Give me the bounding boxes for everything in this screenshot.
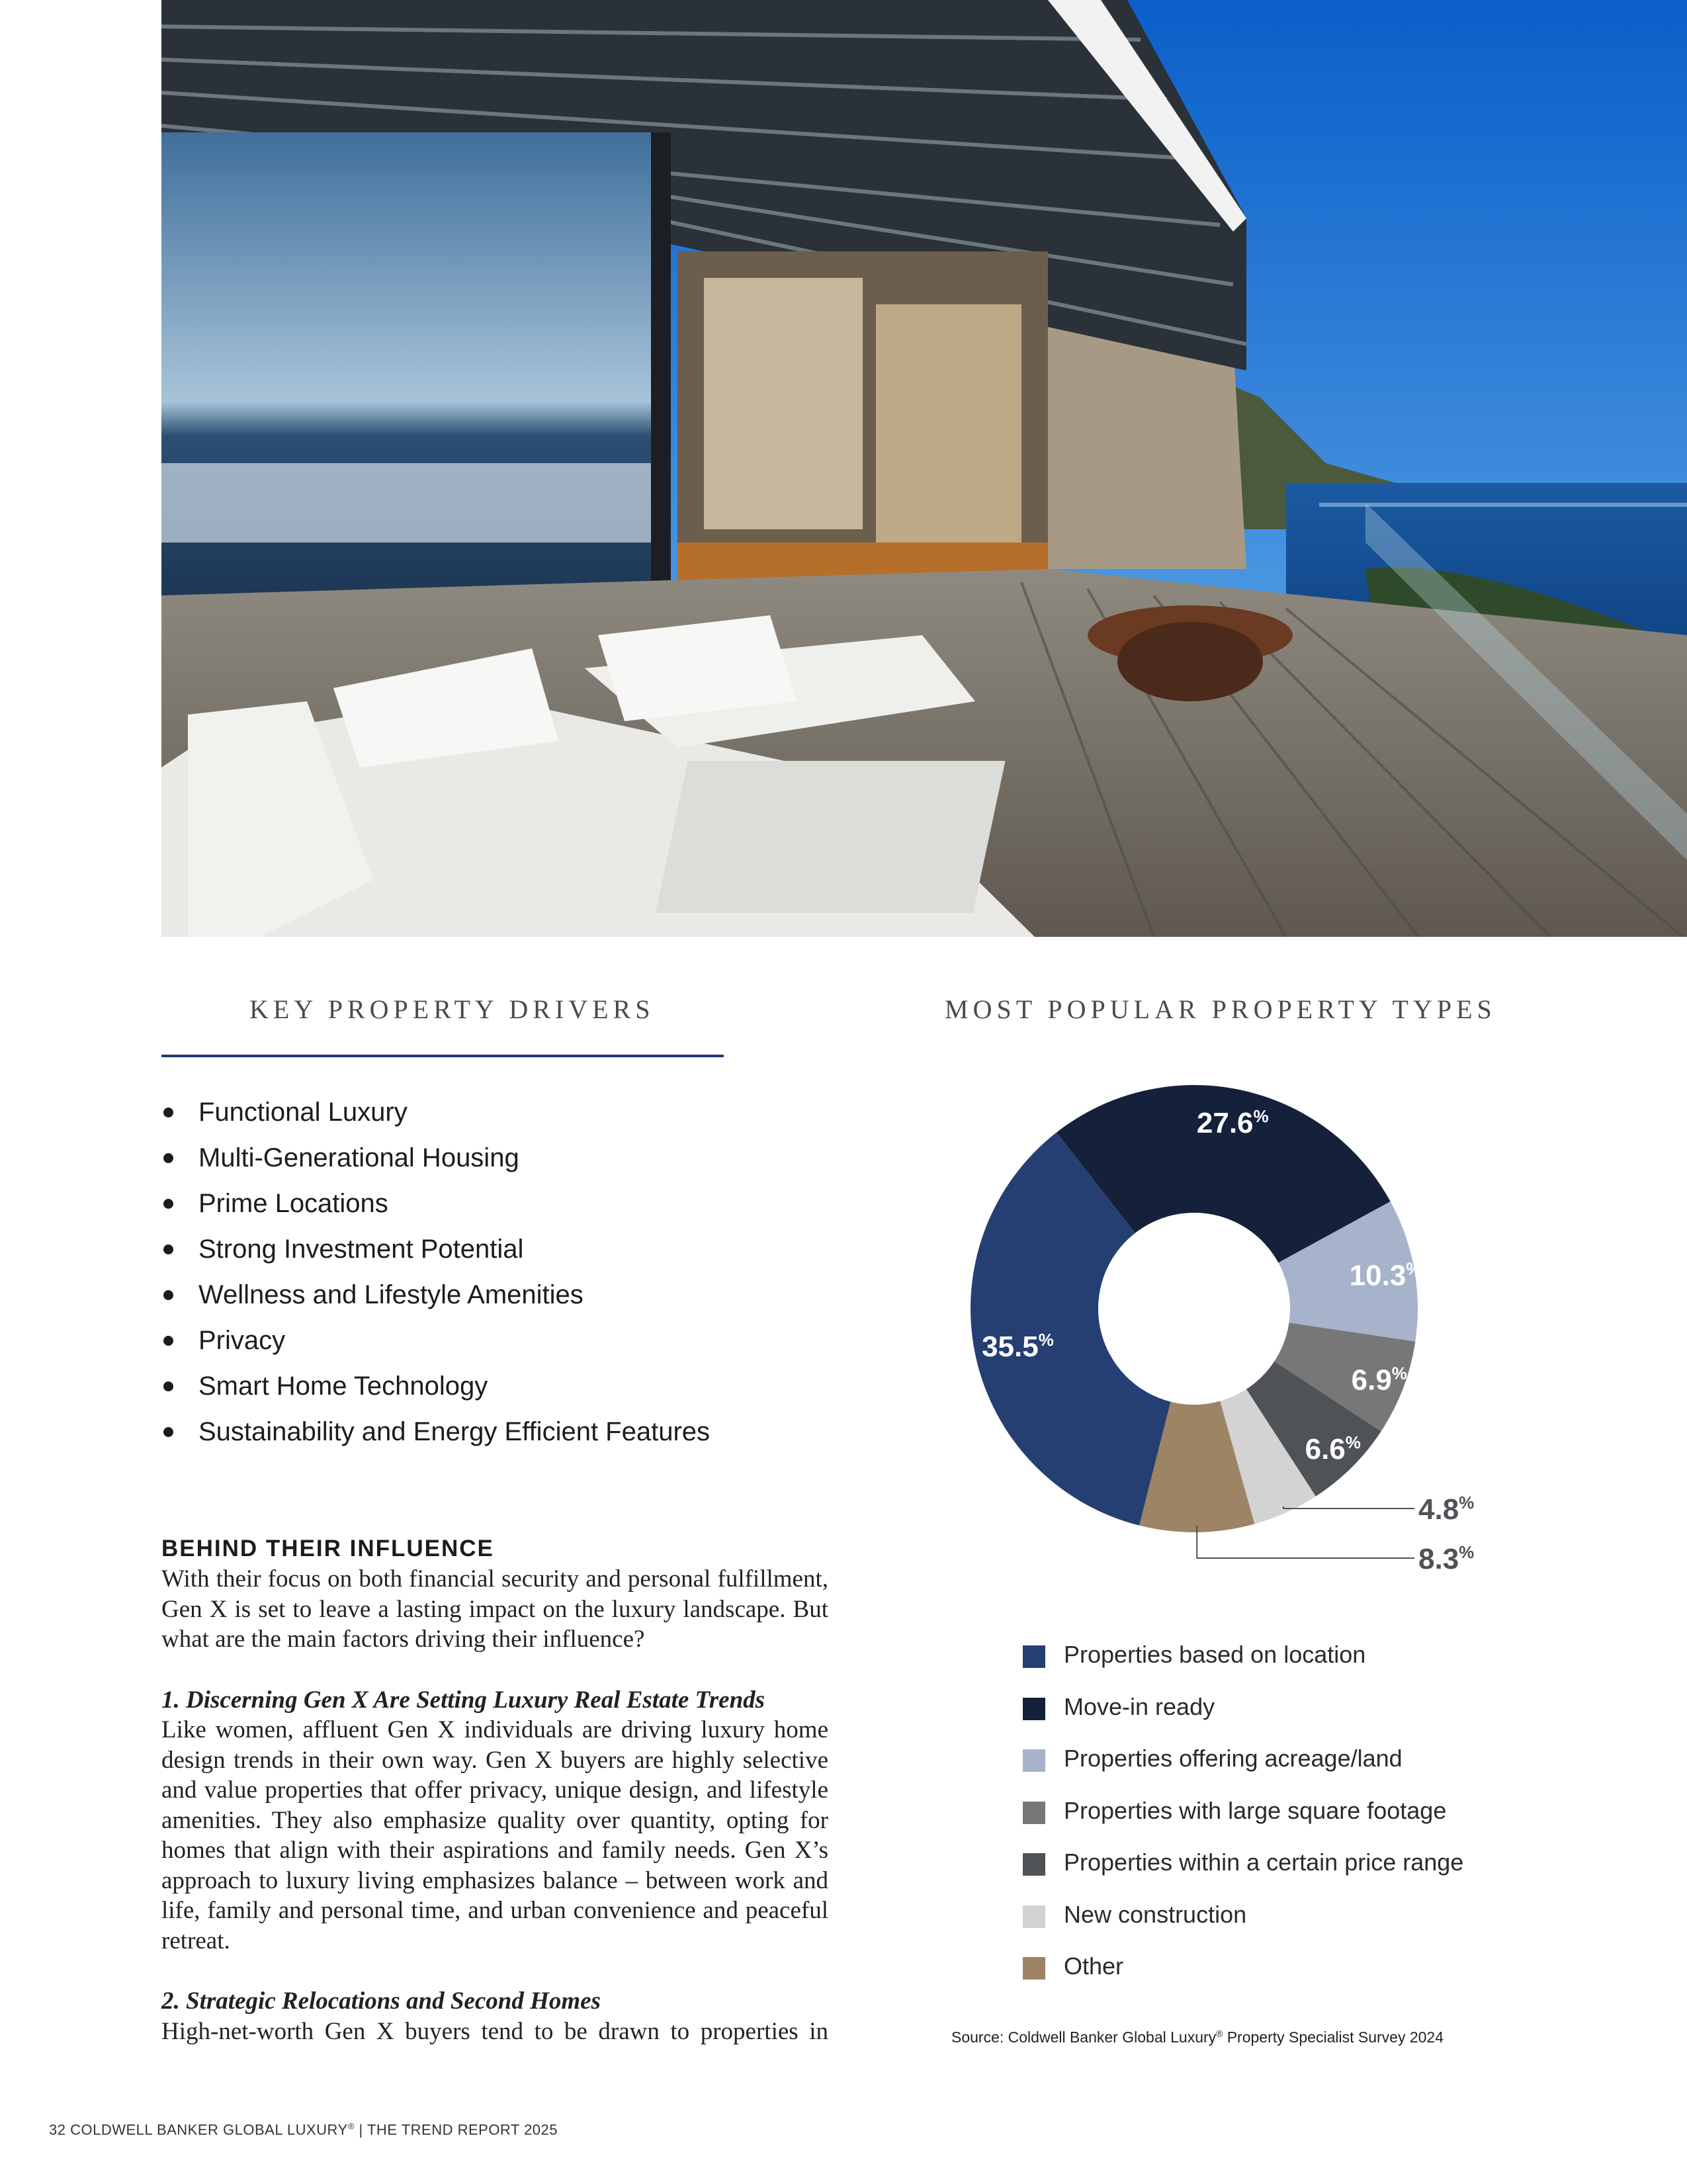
bullet-icon [163, 1153, 173, 1163]
bullet-icon [163, 1381, 173, 1391]
section-heading: BEHIND THEIR INFLUENCE [161, 1536, 494, 1561]
legend-swatch [1023, 1749, 1045, 1772]
bullet-icon [163, 1290, 173, 1300]
hero-photo [161, 0, 1687, 937]
point-2-title: 2. Strategic Relocations and Second Homes [161, 1987, 601, 2015]
slice-value-label: 8.3% [1418, 1542, 1475, 1575]
intro-paragraph: With their focus on both financial security and personal fulfillment, Gen X is set to leave a lasting impact on the luxury landscape. But what are the main factors driving their influence? [161, 1565, 828, 1653]
key-property-drivers-title: KEY PROPERTY DRIVERS [249, 994, 655, 1024]
legend-swatch [1023, 1957, 1045, 1980]
point-1-title: 1. Discerning Gen X Are Setting Luxury Real Estate Trends [161, 1686, 765, 1714]
point-1-body: Like women, affluent Gen X individuals are driving luxury home design trends in their own way. Gen X buyers are highly selective and value properties that offer privacy, unique design, and lifestyle amenities. They also emphasize quality over quantity, opting for homes that align with their aspirations and family needs. Gen X’s approach to luxury living emphasizes balance – between work and life, family and personal time, and urban convenience and peaceful retreat. [161, 1716, 828, 1954]
callout-line [1197, 1526, 1414, 1558]
legend-label: Properties offering acreage/land [1064, 1745, 1403, 1772]
legend-label: Properties with large square footage [1064, 1796, 1447, 1824]
list-item: Privacy [161, 1320, 710, 1366]
bullet-icon [163, 1245, 173, 1254]
page-number: 32 [49, 2121, 66, 2138]
list-item: Multi-Generational Housing [161, 1137, 710, 1183]
slice-value-label: 4.8% [1418, 1493, 1475, 1526]
legend-swatch [1023, 1645, 1045, 1668]
slice-value-label: 35.5% [982, 1330, 1054, 1364]
list-item: Strong Investment Potential [161, 1229, 710, 1274]
donut-chart-svg [926, 1059, 1522, 1614]
most-popular-property-types-title: MOST POPULAR PROPERTY TYPES [945, 994, 1496, 1024]
key-property-drivers-list [161, 1092, 710, 1457]
slice-value-label: 10.3% [1349, 1258, 1422, 1292]
page-footer: 32 COLDWELL BANKER GLOBAL LUXURY® | THE TREND REPORT 2025 [49, 2121, 558, 2138]
bullet-icon [163, 1336, 173, 1346]
legend-label: Other [1064, 1952, 1124, 1980]
list-item: Prime Locations [161, 1183, 710, 1229]
list-item: Smart Home Technology [161, 1366, 710, 1411]
bullet-icon [163, 1199, 173, 1209]
legend-label: Move-in ready [1064, 1692, 1215, 1720]
slice-value-label: 6.9% [1351, 1363, 1407, 1397]
legend-swatch [1023, 1905, 1045, 1928]
chart-source: Source: Coldwell Banker Global Luxury® Property Specialist Survey 2024 [951, 2029, 1444, 2046]
luxury-cliffside-terrace-photo [161, 0, 1687, 937]
slice-value-label: 6.6% [1305, 1432, 1361, 1465]
point-2-body: High-net-worth Gen X buyers tend to be drawn to properties in [161, 2017, 828, 2045]
callout-line [1283, 1507, 1414, 1508]
legend-swatch [1023, 1853, 1045, 1876]
property-types-donut-chart [926, 1059, 1522, 1614]
legend-label: Properties within a certain price range [1064, 1849, 1464, 1876]
legend-label: Properties based on location [1064, 1641, 1366, 1668]
list-item: Functional Luxury [161, 1092, 710, 1137]
legend-label: New construction [1064, 1900, 1247, 1928]
list-item: Wellness and Lifestyle Amenities [161, 1274, 710, 1320]
legend-swatch [1023, 1698, 1045, 1720]
title-underline [161, 1055, 724, 1057]
legend-swatch [1023, 1802, 1045, 1824]
bullet-icon [163, 1427, 173, 1437]
bullet-icon [163, 1108, 173, 1117]
behind-their-influence-section [161, 1534, 828, 2046]
list-item: Sustainability and Energy Efficient Features [161, 1411, 710, 1457]
slice-value-label: 27.6% [1196, 1106, 1269, 1140]
